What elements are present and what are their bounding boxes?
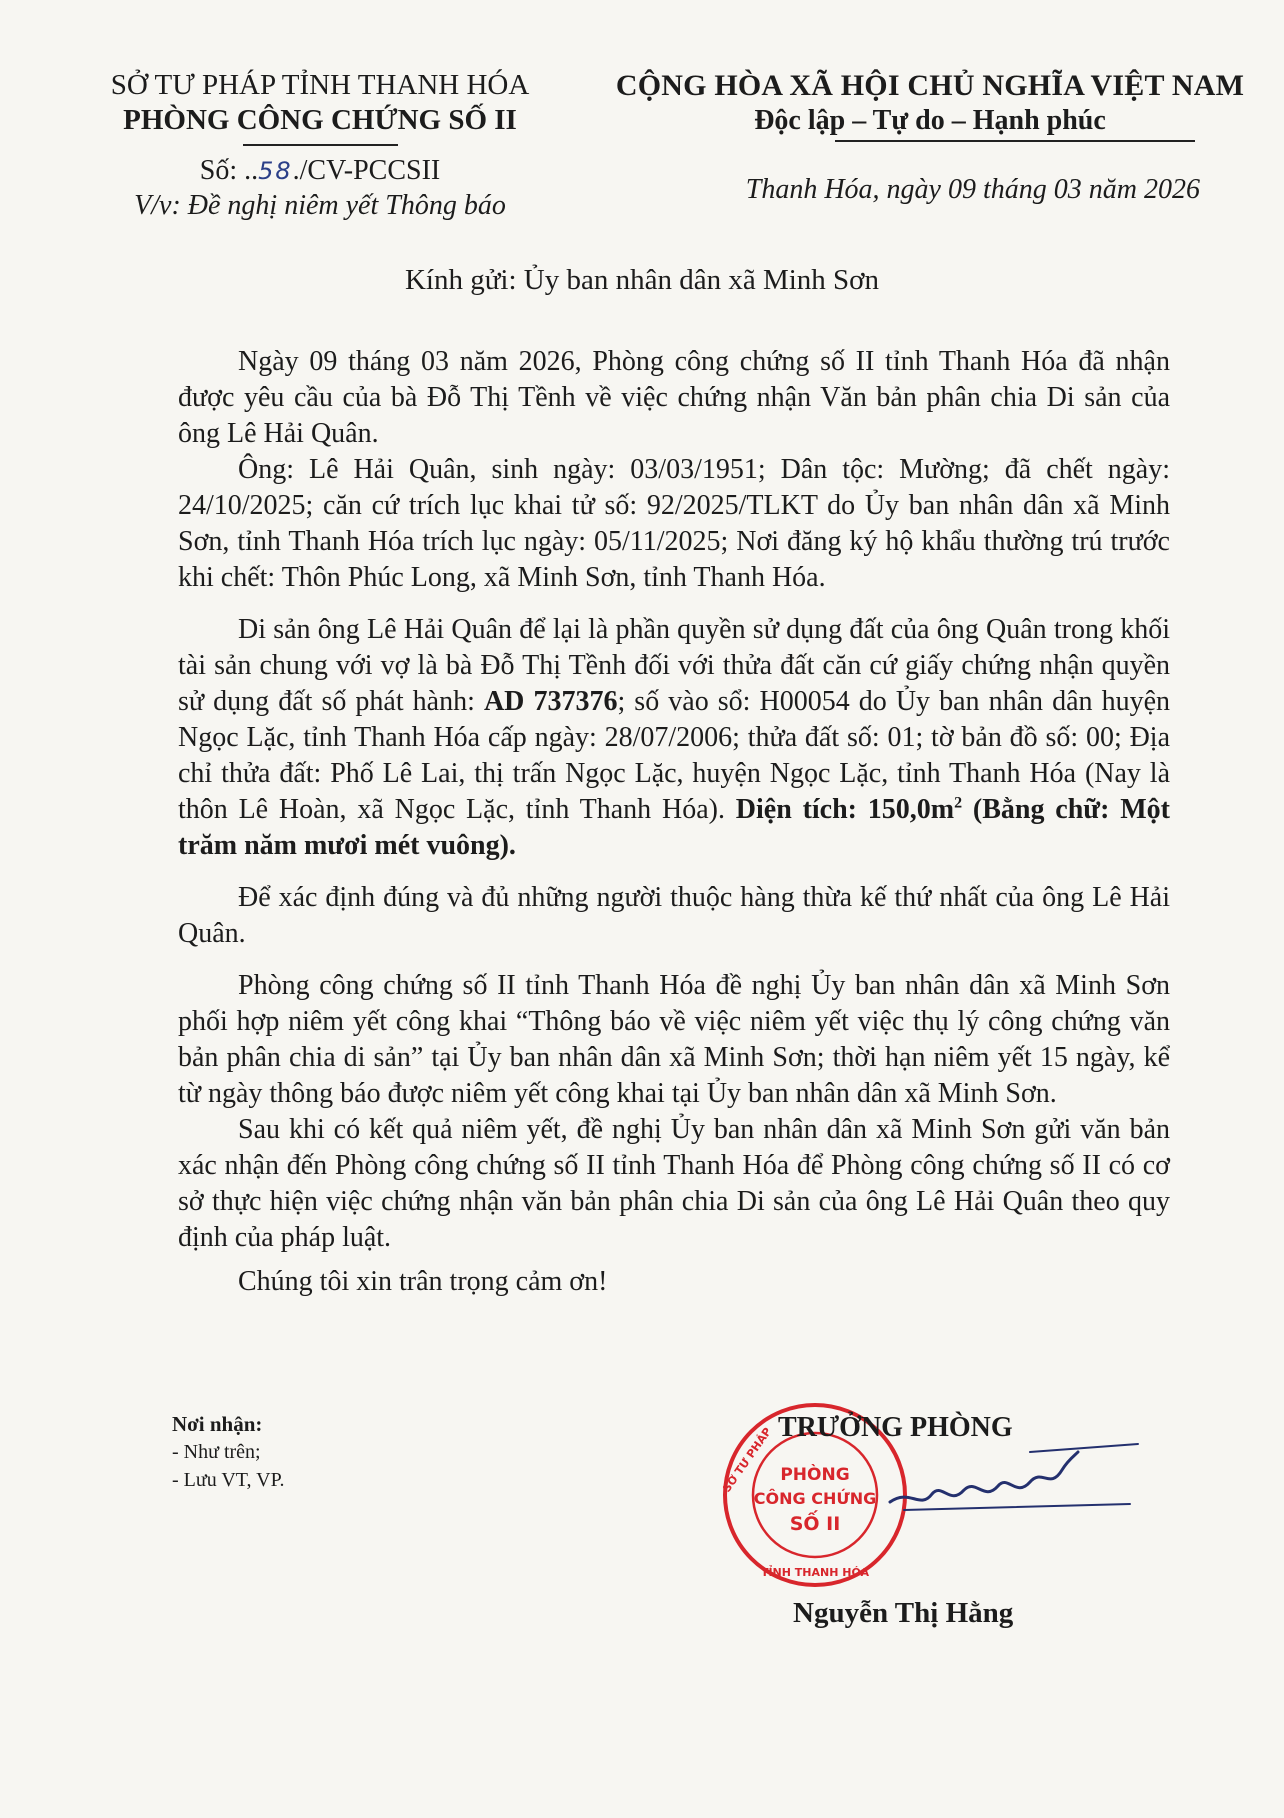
seal-ring-bottom: TỈNH THANH HÓA — [760, 1566, 870, 1579]
motto-underline — [835, 140, 1195, 142]
certificate-serial: AD 737376 — [483, 686, 618, 717]
paragraph-followup: Sau khi có kết quả niêm yết, đề nghị Ủy ban nhân dân xã Minh Sơn gửi văn bản xác nhận đến Phòng công chứng số II tỉnh Thanh Hóa để Phòng công chứng số II có cơ sở thực hiện việc chứng nhận văn bản phân chia Di sản của ông Lê Hải Quân theo quy định của pháp luật. — [178, 1114, 1170, 1253]
national-title: CỘNG HÒA XÃ HỘI CHỦ NGHĨA VIỆT NAM — [615, 69, 1245, 102]
receivers-block — [172, 1410, 472, 1494]
letter-body — [178, 344, 1170, 1300]
receiver-item: - Lưu VT, VP. — [172, 1469, 285, 1491]
signer-title: TRƯỞNG PHÒNG — [778, 1412, 1013, 1443]
paragraph-proposal: Phòng công chứng số II tỉnh Thanh Hóa đề nghị Ủy ban nhân dân xã Minh Sơn phối hợp niêm yết công khai “Thông báo về việc niêm yết việc thụ lý công chứng văn bản phân chia di sản” tại Ủy ban nhân dân xã Minh Sơn; thời hạn niêm yết 15 ngày, kể từ ngày thông báo được niêm yết công khai tại Ủy ban nhân dân xã Minh Sơn. — [178, 970, 1170, 1109]
land-area: Diện tích: $150,0m^2$ (Bằng chữ: Một trăm năm mươi mét vuông). — [178, 794, 1170, 861]
signature-block — [700, 1400, 1120, 1630]
national-motto: Độc lập – Tự do – Hạnh phúc — [754, 105, 1106, 136]
recipient-line: Kính gửi: Ủy ban nhân dân xã Minh Sơn — [404, 264, 880, 296]
reference-number — [60, 154, 580, 188]
agency-underline — [243, 144, 398, 146]
seal-line-1: PHÒNG — [780, 1465, 850, 1485]
document-subject: V/v: Đề nghị niêm yết Thông báo — [134, 190, 506, 221]
signer-name: Nguyễn Thị Hằng — [793, 1597, 1014, 1629]
issuing-agency-block — [60, 68, 580, 224]
receiver-item: - Như trên; — [172, 1441, 261, 1463]
place-date: Thanh Hóa, ngày 09 tháng 03 năm 2026 — [745, 174, 1200, 205]
seal-ring-top: SỞ TƯ PHÁP — [720, 1425, 775, 1495]
paragraph-estate: Di sản ông Lê Hải Quân để lại là phần quyền sử dụng đất của ông Quân trong khối tài sản chung với vợ là bà Đỗ Thị Tềnh đối với thửa đất căn cứ giấy chứng nhận quyền sử dụng đất số phát hành: AD 737376; số vào sổ: H00054 do Ủy ban nhân dân huyện Ngọc Lặc, tỉnh Thanh Hóa cấp ngày: 28/07/2006; thửa đất số: 01; tờ bản đồ số: 00; Địa chỉ thửa đất: Phố Lê Lai, thị trấn Ngọc Lặc, huyện Ngọc Lặc, tỉnh Thanh Hóa (Nay là thôn Lê Hoàn, xã Ngọc Lặc, tỉnh Thanh Hóa). Diện tích: $150,0m^2$ (Bằng chữ: Một trăm năm mươi mét vuông). — [178, 614, 1170, 861]
seal-line-2: CÔNG CHỨNG — [753, 1489, 877, 1508]
paragraph-request: Ngày 09 tháng 03 năm 2026, Phòng công chứng số II tỉnh Thanh Hóa đã nhận được yêu cầu của bà Đỗ Thị Tềnh về việc chứng nhận Văn bản phân chia Di sản của ông Lê Hải Quân. — [178, 346, 1170, 449]
paragraph-thanks: Chúng tôi xin trân trọng cảm ơn! — [238, 1266, 608, 1297]
seal-line-3: SỐ II — [789, 1513, 841, 1535]
ref-handwritten-number: 58 — [258, 157, 293, 185]
agency-name: PHÒNG CÔNG CHỨNG SỐ II — [123, 104, 517, 136]
receivers-title: Nơi nhận: — [172, 1412, 263, 1436]
national-header-block — [600, 68, 1260, 142]
paragraph-deceased: Ông: Lê Hải Quân, sinh ngày: 03/03/1951; Dân tộc: Mường; đã chết ngày: 24/10/2025; căn cứ trích lục khai tử số: 92/2025/TLKT do Ủy ban nhân dân xã Minh Sơn, tỉnh Thanh Hóa trích lục ngày: 05/11/2025; Nơi đăng ký hộ khẩu thường trú trước khi chết: Thôn Phúc Long, xã Minh Sơn, tỉnh Thanh Hóa. — [178, 454, 1170, 593]
paragraph-purpose: Để xác định đúng và đủ những người thuộc hàng thừa kế thứ nhất của ông Lê Hải Quân. — [178, 882, 1170, 949]
ref-prefix: Số: .. — [199, 155, 259, 186]
parent-agency: SỞ TƯ PHÁP TỈNH THANH HÓA — [110, 69, 530, 101]
handwritten-signature-icon — [880, 1440, 1140, 1530]
ref-suffix: ./CV-PCCSII — [292, 155, 441, 186]
